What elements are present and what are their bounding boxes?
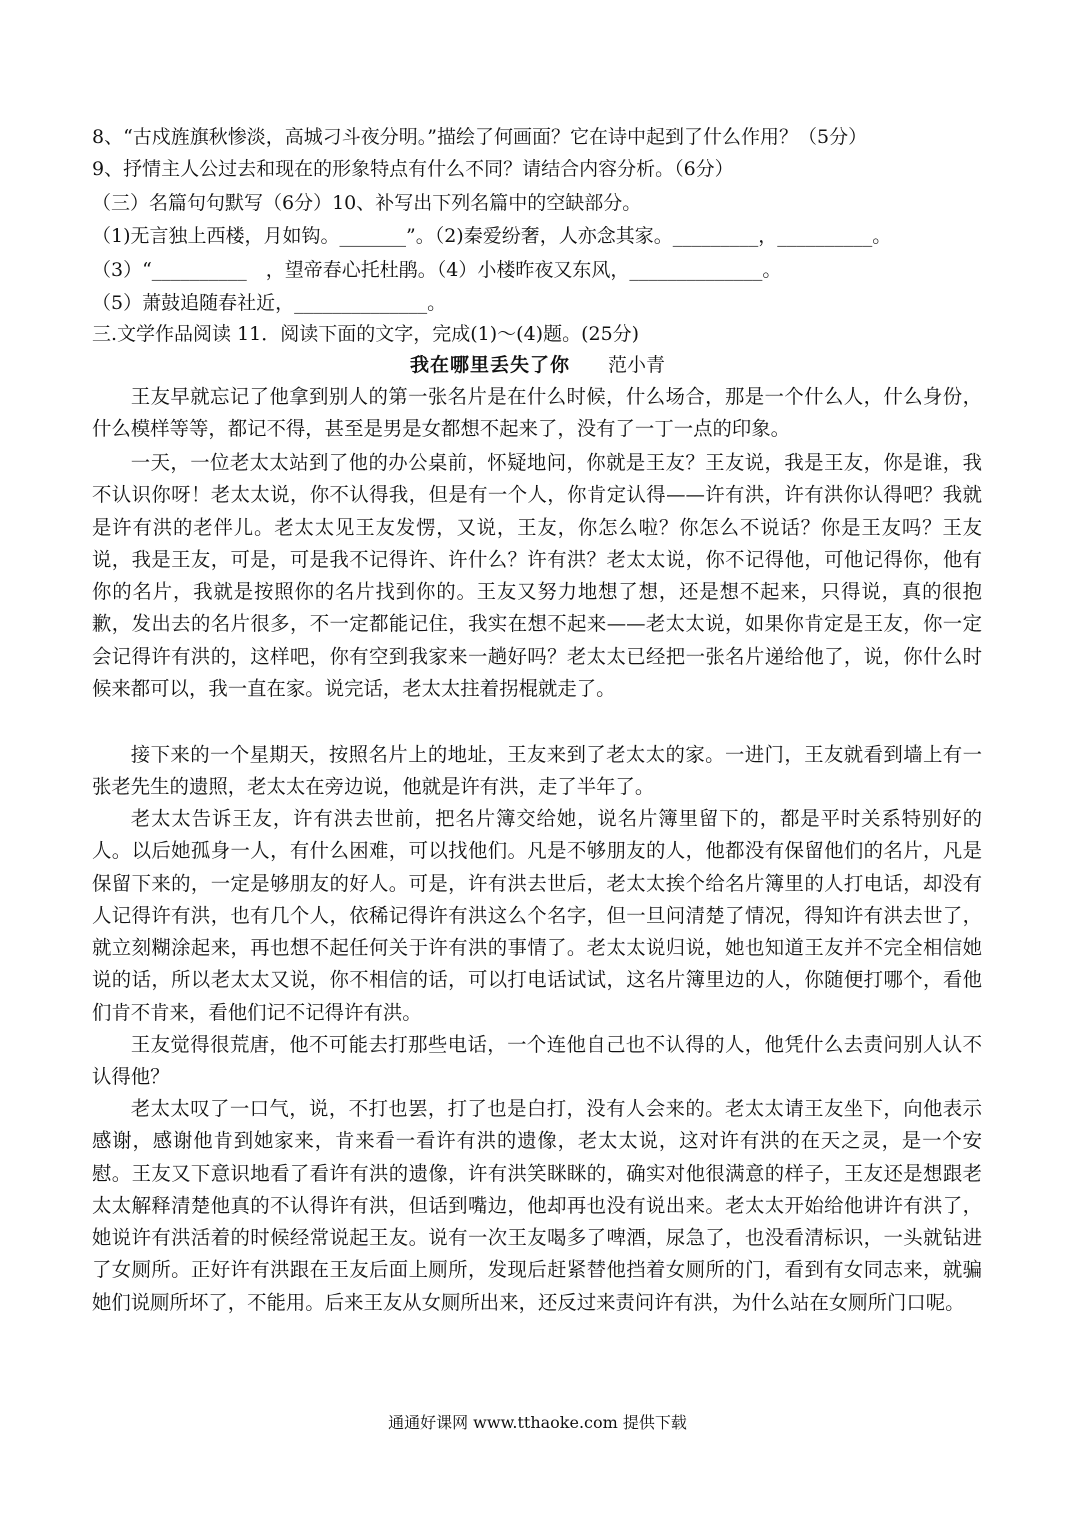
paragraph-2: 一天，一位老太太站到了他的办公桌前，怀疑地问，你就是王友？王友说，我是王友，你是谁，我不认识你呀！老太太说，你不认得我，但是有一个人，你肯定认得——许有洪，许有洪你认得吧？我就是许有洪的老伴儿。老太太见王友发愣，又说，王友，你怎么啦？你怎么不说话？你是王友吗？王友说，我是王友，可是，可是我不记得许、许什么？许有洪？老太太说，你不记得他，可他记得你，他有你的名片，我就是按照你的名片找到你的。王友又努力地想了想，还是想不起来，只得说，真的很抱歉，发出去的名片很多，不一定都能记住，我实在想不起来——老太太说，如果你肯定是王友，你一定会记得许有洪的，这样吧，你有空到我家来一趟好吗？老太太已经把一张名片递给他了，说，你什么时候来都可以，我一直在家。说完话，老太太拄着拐棍就走了。 xyxy=(92,451,982,701)
article-author: 范小青 xyxy=(608,354,666,376)
footer-credit: 通通好课网 www.tthaoke.com 提供下载 xyxy=(388,1413,687,1432)
paragraph-3: 接下来的一个星期天，按照名片上的地址，王友来到了老太太的家。一进门，王友就看到墙上有一张老先生的遗照，老太太在旁边说，他就是许有洪，走了半年了。 xyxy=(92,743,982,799)
paragraph-4: 老太太告诉王友，许有洪去世前，把名片簿交给她，说名片簿里留下的，都是平时关系特别好的人。以后她孤身一人，有什么困难，可以找他们。凡是不够朋友的人，他都没有保留他们的名片，凡是保留下来的，一定是够朋友的好人。可是，许有洪去世后，老太太挨个给名片簿里的人打电话，却没有人记得许有洪，也有几个人，依稀记得许有洪这么个名字，但一旦问清楚了情况，得知许有洪去世了，就立刻糊涂起来，再也想不起任何关于许有洪的事情了。老太太说归说，她也知道王友并不完全相信她说的话，所以老太太又说，你不相信的话，可以打电话试试，这名片簿里边的人，你随便打哪个，看他们肯不肯来，看他们记不记得许有洪。 xyxy=(92,807,982,1024)
fill-blank-line-3: （5）萧鼓追随春社近，______________。 xyxy=(92,292,447,314)
fill-blank-line-1: （1)无言独上西楼，月如钩。_______”。（2)秦爱纷奢，人亦念其家。_________，__________。 xyxy=(92,225,892,247)
fill-blank-line-2: （3）“__________ ，望帝春心托杜鹃。（4）小楼昨夜又东风，______________。 xyxy=(92,259,782,281)
section-3-heading: （三）名篇句句默写（6分）10、补写出下列名篇中的空缺部分。 xyxy=(92,192,642,214)
question-9: 9、抒情主人公过去和现在的形象特点有什么不同？请结合内容分析。（6分） xyxy=(92,158,734,180)
article-heading xyxy=(0,352,1075,378)
part-3-heading: 三.文学作品阅读 11．阅读下面的文字，完成(1)～(4)题。(25分) xyxy=(92,323,640,345)
paragraph-1: 王友早就忘记了他拿到别人的第一张名片是在什么时候，什么场合，那是一个什么人，什么身份，什么模样等等，都记不得，甚至是男是女都想不起来了，没有了一丁一点的印象。 xyxy=(92,385,982,441)
question-8: 8、“古戍旌旗秋惨淡，高城刁斗夜分明。”描绘了何画面？它在诗中起到了什么作用？（5分） xyxy=(92,126,868,148)
paragraph-5: 王友觉得很荒唐，他不可能去打那些电话，一个连他自己也不认得的人，他凭什么去责问别人认不认得他？ xyxy=(92,1033,982,1089)
paragraph-6: 老太太叹了一口气，说，不打也罢，打了也是白打，没有人会来的。老太太请王友坐下，向他表示感谢，感谢他肯到她家来，肯来看一看许有洪的遗像，老太太说，这对许有洪的在天之灵，是一个安慰。王友又下意识地看了看许有洪的遗像，许有洪笑眯眯的，确实对他很满意的样子，王友还是想跟老太太解释清楚他真的不认得许有洪，但话到嘴边，他却再也没有说出来。老太太开始给他讲许有洪了，她说许有洪活着的时候经常说起王友。说有一次王友喝多了啤酒，尿急了，也没看清标识，一头就钻进了女厕所。正好许有洪跟在王友后面上厕所，发现后赶紧替他挡着女厕所的门，看到有女同志来，就骗她们说厕所坏了，不能用。后来王友从女厕所出来，还反过来责问许有洪，为什么站在女厕所门口呢。 xyxy=(92,1097,982,1314)
article-title: 我在哪里丢失了你 xyxy=(409,354,570,376)
